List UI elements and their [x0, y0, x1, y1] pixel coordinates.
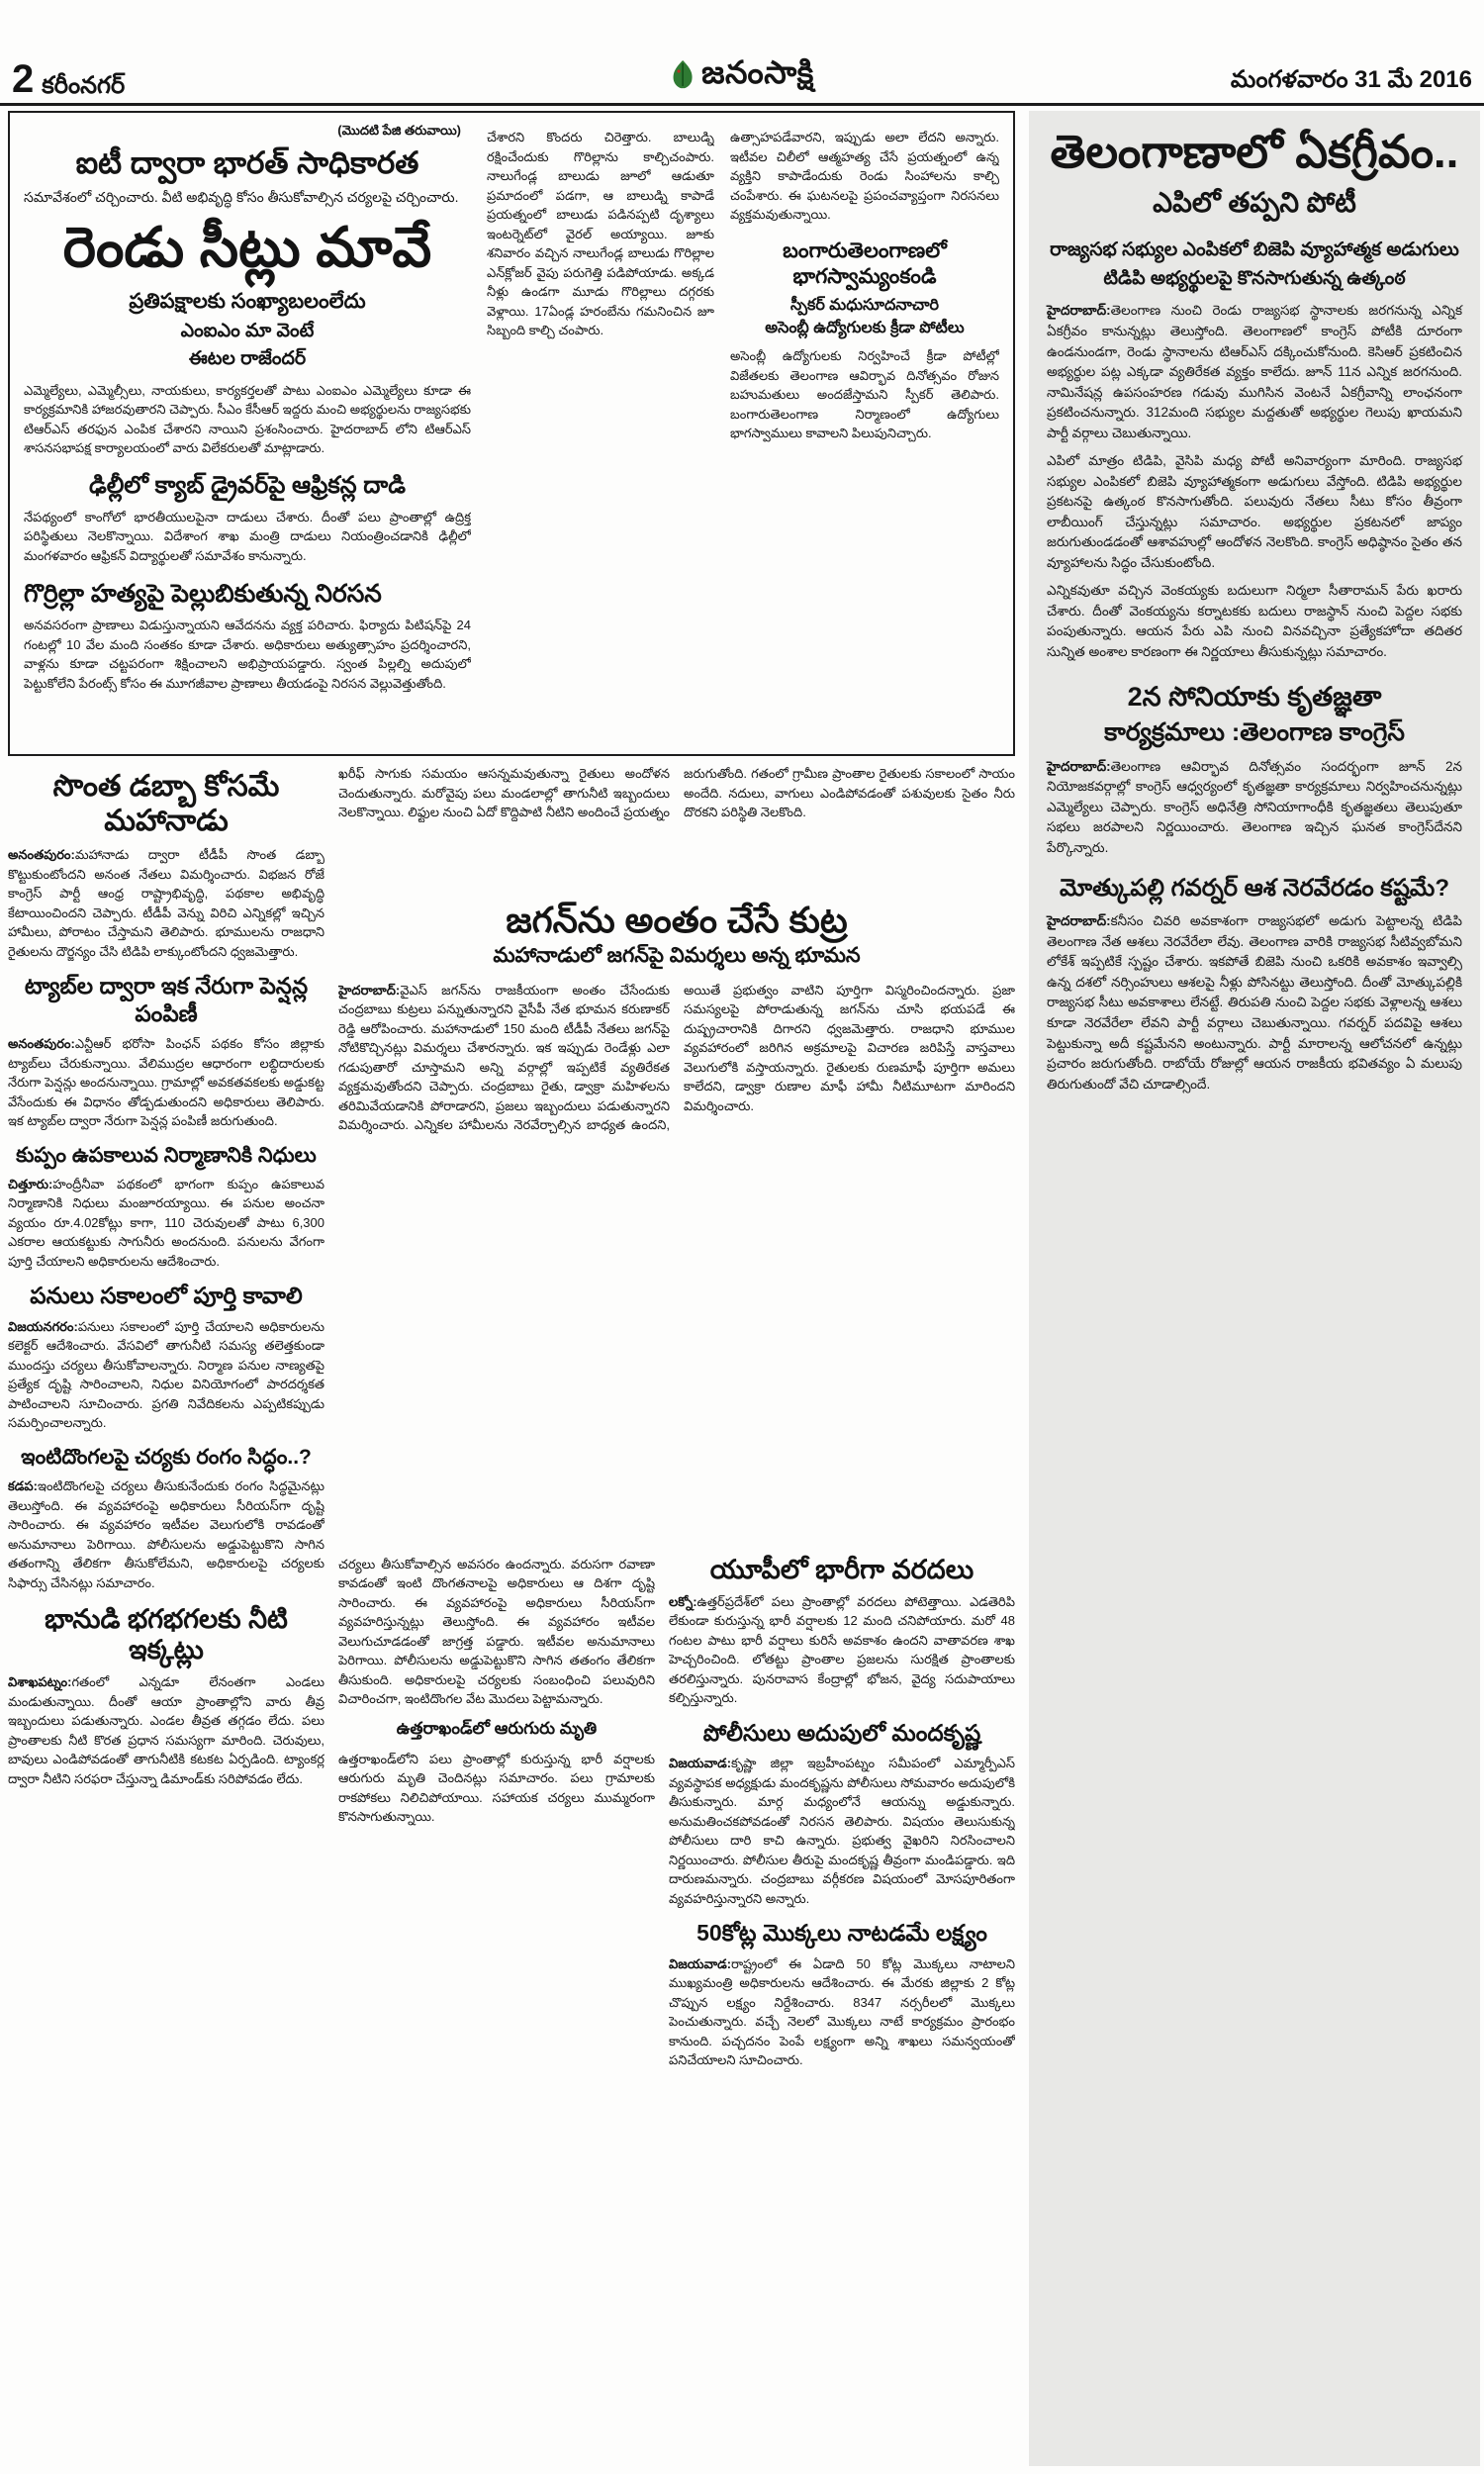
headline-it-empowerment: ఐటీ ద్వారా భారత్ సాధికారత — [75, 145, 419, 180]
crosshead-uttarakhand: ఉత్తరాఖండ్‌లో ఆరుగురు మృతి — [396, 1718, 598, 1738]
box-body-3: అనవసరంగా ప్రాణాలు విడుస్తున్నాయని ఆవేదనను వ్యక్త పరిచారు. ఫిర్యాదు పిటిషన్‌పై 24 గంటల్లో 10 వేల మంది సంతకం కూడా చేశారు. అధికారులు అత్యుత్సాహం ప్రదర్శించారని, వాళ్లను కూడా చట్టపరంగా శిక్షించాలని అభిప్రాయపడ్డారు. స్వంత పిల్లల్ని అదుపులో పెట్టుకోలేని పేరంట్స్ కోసం ఈ మూగజీవాల ప్రాణాలు తీయడంపై నిరసన వెల్లువెత్తుతోంది. — [24, 618, 471, 691]
dateline: హైదరాబాద్: — [338, 982, 401, 998]
headline-sonia-gratitude-line1: 2న సోనియాకు కృతజ్ఞతా — [1127, 682, 1382, 713]
article-body: హంద్రీనీవా పథకంలో భాగంగా కుప్పం ఉపకాలువ నిర్మాణానికి నిధులు మంజూరయ్యాయి. ఈ పనుల అంచనా వ్యయం రూ.4.02కోట్లు కాగా, 110 చెరువులతో పాటు 6,300 ఎకరాల ఆయకట్టుకు సాగునీరు అందనుంది. పనులను వేగంగా పూర్తి చేయాలని అధికారులను ఆదేశించారు. — [8, 1176, 325, 1269]
article-body: వైఎస్ జగన్‌ను రాజకీయంగా అంతం చేసేందుకు చంద్రబాబు కుట్రలు పన్నుతున్నారని వైసీపీ నేత భూమన కరుణాకర్ రెడ్డి ఆరోపించారు. మహానాడులో 150 మంది టీడీపీ నేతలు జగన్‌పై నోటికొచ్చినట్లు విమర్శలు చేశారన్నారు. ఇక ఇప్పుడు రెండేళ్లు ఎలా గడుపుతారో చూస్తామని అన్ని వర్గాల్లో ఇప్పటికే వ్యతిరేకత వ్యక్తమవుతోందని చెప్పారు. చంద్రబాబు రైతు, డ్వాక్రా మహిళలను తరిమివేయడానికి పోరాడారని, ప్రజలు ఇబ్బందులు పడుతున్నారని విమర్శించారు. ఎన్నికల హామీలను నెరవేర్చాల్సిన బాధ్యత ఉందని, అయితే ప్రభుత్వం వాటిని పూర్తిగా విస్మరించిందన్నారు. ప్రజా సమస్యలపై పోరాడుతున్న జగన్‌ను చూసి భయపడే ఈ దుష్ప్రచారానికి దిగారని ధ్వజమెత్తారు. రాజధాని భూముల వ్యవహారంలో జరిగిన అక్రమాలపై విచారణ జరిపిస్తే వాస్తవాలు వెలుగులోకి వస్తాయన్నారు. రైతులకు రుణమాఫీ పూర్తిగా అమలు కాలేదని, డ్వాక్రా రుణాల మాఫీ హామీ నీటిమూటగా మారిందని విమర్శించారు. — [338, 982, 1015, 1133]
headline-jagan-conspiracy: జగన్‌ను అంతం చేసే కుట్ర — [506, 900, 848, 940]
headline-water-troubles: భానుడి భగభగలకు నీటి ఇక్కట్లు — [45, 1604, 288, 1665]
headline-two-seats: రెండు సీట్లు మావే — [62, 215, 432, 278]
article-sonia-gratitude — [1047, 680, 1462, 858]
headline-sonia-gratitude-line2: కార్యక్రమాలు :తెలంగాణ కాంగ్రెస్ — [1104, 718, 1405, 747]
article-manda-krishna — [669, 1720, 1015, 1909]
article-body: ఉత్తర్‌ప్రదేశ్‌లో పలు ప్రాంతాల్లో వరదలు పోటెత్తాయి. ఎడతెరిపి లేకుండా కురుస్తున్న భారీ వర్షాలకు 12 మంది చనిపోయారు. మరో 48 గంటల పాటు భారీ వర్షాలు కురిసే అవకాశం ఉందని వాతావరణ శాఖ హెచ్చరించింది. లోతట్టు ప్రాంతాల ప్రజలను సురక్షిత ప్రాంతాలకు తరలిస్తున్నారు. పునరావాస కేంద్రాల్లో భోజన, వైద్య సదుపాయాలు కల్పిస్తున్నారు. — [669, 1593, 1015, 1706]
zone-bottom-left — [338, 1555, 655, 2466]
article-body: మహానాడు ద్వారా టీడీపీ సొంత డబ్బా కొట్టుకుంటోందని అనంత నేతలు విమర్శించారు. విభజన రోజే కాంగ్రెస్ పార్టీ ఆంధ్ర రాష్ట్రాభివృద్ధి, పథకాల అభివృద్ధి కేటాయించిందని చెప్పారు. టీడీపీ వెన్ను విరిచి ఎన్నికల్లో ఇచ్చిన హామీలు, పోరాటం చేస్తామని తెలిపారు. భూములను రాజధాని రైతులను దౌర్జన్యం చేసి టిడిపి లాక్కుంటోందని ధ్వజమెత్తారు. — [8, 847, 325, 959]
article-jagan-conspiracy — [338, 897, 1015, 1535]
dateline: విజయవాడ: — [669, 1756, 732, 1771]
subhead-bhumana: మహానాడులో జగన్‌పై విమర్శలు అన్న భూమన — [493, 943, 861, 967]
issue-date: మంగళవారం 31 మే 2016 — [1230, 66, 1472, 93]
continuation-paragraph: ఖరీఫ్ సాగుకు సమయం ఆసన్నమవుతున్నా రైతులు అందోళన చెందుతున్నారు. మరోవైపు పలు మండలాల్లో తాగునీటి ఇబ్బందులు నెలకొన్నాయి. లిఫ్టుల నుంచి ఏదో కొద్దిపాటి నీటిని అందించే ప్రయత్నం జరుగుతోంది. గతంలో గ్రామీణ ప్రాంతాల రైతులకు సకాలంలో సాయం అందేది. నదులు, వాగులు ఎండిపోవడంతో పశువులకు సైతం నీరు దొరకని పరిస్థితి నెలకొంది. — [338, 766, 1015, 819]
sidebar-body: ఎపిలో మాత్రం టిడిపి, వైసిపి మధ్య పోటీ అనివార్యంగా మారింది. రాజ్యసభ సభ్యుల ఎంపికలో బిజెపి వ్యూహాత్మకంగా అడుగులు వేస్తోంది. టిడిపి అభ్యర్థుల ప్రకటనపై ఉత్కంఠ కొనసాగుతోంది. పలువురు నేతలు సీటు కోసం తీవ్రంగా లాబీయింగ్ చేస్తున్నట్లు సమాచారం. అభ్యర్థుల ప్రకటనలో జాప్యం జరుగుతుండడంతో ఆశావహుల్లో ఆందోళన నెలకొంది. కాంగ్రెస్ అధిష్ఠానం సైతం తన వ్యూహాలను సిద్ధం చేసుకుంటోంది. — [1047, 453, 1462, 570]
dateline: అనంతపురం: — [8, 1036, 75, 1052]
headline-mahanadu: సొంత డబ్బా కోసమే మహానాడు — [52, 770, 280, 837]
headline-kuppam-canal: కుప్పం ఉపకాలువ నిర్మాణానికి నిధులు — [16, 1143, 317, 1167]
dateline: కడప: — [8, 1478, 38, 1494]
continued-note: (మొదటి పేజి తరువాయి) — [337, 123, 461, 138]
article-body: రాష్ట్రంలో ఈ ఏడాది 50 కోట్ల మొక్కలు నాటాలని ముఖ్యమంత్రి అధికారులను ఆదేశించారు. ఈ మేరకు జిల్లాకు 2 కోట్ల చొప్పున లక్ష్యం నిర్దేశించారు. 8347 నర్సరీలలో మొక్కలు పెంచుతున్నారు. వచ్చే నెలలో మొక్కలు నాటే కార్యక్రమం ప్రారంభం కానుంది. పచ్చదనం పెంపే లక్ష్యంగా అన్ని శాఖలు సమన్వయంతో పనిచేయాలని సూచించారు. — [669, 1955, 1015, 2068]
deck-bjp-strategy: రాజ్యసభ సభ్యుల ఎంపికలో బిజెపి వ్యూహాత్మక అడుగులు — [1050, 238, 1459, 260]
dateline: హైదరాబాద్: — [1047, 303, 1111, 319]
columns-2-3-zone — [338, 764, 1015, 2466]
zone-bottom — [338, 1555, 1015, 2466]
masthead-leaf-icon — [670, 59, 696, 94]
dateline: విజయవాడ: — [669, 1955, 732, 1971]
headline-mothkupalli-governor: మోత్కుపల్లి గవర్నర్ ఆశ నెరవేరడం కష్టమే? — [1060, 875, 1449, 903]
lower-columns — [8, 764, 1015, 2466]
article-body: కృష్ణా జిల్లా ఇబ్రహీంపట్నం సమీపంలో ఎమ్మార్పీఎస్ వ్యవస్థాపక అధ్యక్షుడు మందకృష్ణను పోలీసులు సోమవారం అదుపులోకి తీసుకున్నారు. మార్గ మధ్యంలోనే ఆయన్ను అడ్డుకున్నారు. అనుమతించకపోవడంతో నిరసన తెలిపారు. విషయం తెలుసుకున్న పోలీసులు దారి కాచి ఉన్నారు. ప్రభుత్వ వైఖరిని నిరసించాలని నిర్ణయించారు. పోలీసుల తీరుపై మందకృష్ణ తీవ్రంగా మండిపడ్డారు. ఇది దారుణమన్నారు. చంద్రబాబు వర్గీకరణ విషయంలో మోసపూరితంగా వ్యవహరిస్తున్నారని అన్నారు. — [669, 1756, 1015, 1906]
dateline: విశాఖపట్నం: — [8, 1674, 72, 1690]
sidebar-body: తెలంగాణ నుంచి రెండు రాజ్యసభ స్థానాలకు జరగనున్న ఎన్నిక ఏకగ్రీవం కానున్నట్లు తెలుస్తోంది. తెలంగాణలో కాంగ్రెస్ పోటీకి దూరంగా ఉండనుండగా, రెండు స్థానాలను టిఆర్ఎస్ దక్కించుకోనుంది. కెసిఆర్ ప్రకటించిన అభ్యర్థుల పట్ల ఎక్కడా వ్యతిరేకత వ్యక్తం కాలేదు. జూన్ 11న ఎన్నిక జరగనుంది. నామినేషన్ల ఉపసంహరణ గడువు ముగిసిన వెంటనే ఏకగ్రీవాన్ని లాంఛనంగా ప్రకటించనున్నారు. 312మంది సభ్యుల మద్దతుతో అభ్యర్థుల గెలుపు ఖాయమని పార్టీ వర్గాలు చెబుతున్నాయి. — [1047, 303, 1462, 440]
box-body-2: నేపథ్యంలో కాంగోలో భారతీయులపైనా దాడులు చేశారు. దీంతో పలు ప్రాంతాల్లో ఉద్రిక్త పరిస్థితులు నెలకొన్నాయి. విదేశాంగ శాఖ మంత్రి దాడులు నియంత్రించడానికి ఢిల్లీలో మంగళవారం ఆఫ్రికన్ విద్యార్థులతో సమావేశం కానున్నారు. — [24, 509, 471, 563]
deck-tdp-suspense: టిడిపి అభ్యర్థులపై కొనసాగుతున్న ఉత్కంఠ — [1103, 268, 1406, 290]
article-tab-pensions — [8, 973, 325, 1131]
edition-block — [12, 59, 125, 99]
article-mahanadu — [8, 770, 325, 961]
dateline: హైదరాబాద్: — [1047, 758, 1111, 774]
box-col3-body-top: ఉత్సాహపడేవారని, ఇప్పుడు అలా లేదని అన్నారు. ఇటీవల చిలీలో ఆత్మహత్య చేసే ప్రయత్నంలో ఉన్న వ్యక్తిని కాపాడేందుకు రెండు సింహాలను కాల్చి చంపేశారు. ఈ ఘటనలపై ప్రపంచవ్యాప్తంగా నిరసనలు వ్యక్తమవుతున్నాయి. — [730, 130, 999, 222]
article-body: పనులు సకాలంలో పూర్తి చేయాలని అధికారులను కలెక్టర్ ఆదేశించారు. వేసవిలో తాగునీటి సమస్య తలెత్తకుండా ముందస్తు చర్యలు తీసుకోవాలన్నారు. నిర్మాణ పనుల నాణ్యతపై ప్రత్యేక దృష్టి సారించాలని, నిధుల వినియోగంలో పారదర్శకత పాటించాలని సూచించారు. ప్రగతి నివేదికలను ఎప్పటికప్పుడు సమర్పించాలన్నారు. — [8, 1318, 325, 1431]
headline-saplings-target: 50కోట్ల మొక్కలు నాటడమే లక్ష్యం — [696, 1920, 987, 1947]
box-col2-body: చేశారని కొందరు చిరెత్తారు. బాలుడ్ని రక్షించేందుకు గొరిల్లాను కాల్చిచంపారు. నాలుగేండ్ల బాలుడు జూలో ఆడుతూ ప్రమాదంలో పడగా, ఆ బాలుడ్ని కాపాడే ప్రయత్నంలో బాలుడు పడినప్పటి దృశ్యాలు ఇంటర్నెట్‌లో వైరల్ అయ్యాయి. జూకు శనివారం వచ్చిన నాలుగేండ్ల బాలుడు గొరిల్లాల ఎన్‌క్లోజర్ వైపు పరుగెత్తి పడిపోయాడు. అక్కడ నీళ్లు ఉండగా మూడు గొరిల్లాలు దగ్గరకు వెళ్లాయి. 17ఏండ్ల హరంబేను గమనించిన జూ సిబ్బంది కాల్చి చంపారు. — [487, 130, 714, 337]
left-main-section — [8, 111, 1015, 2466]
headline-telangana-unanimous: తెలంగాణాలో ఏకగ్రీవం.. — [1050, 126, 1459, 177]
deck-speaker: స్పీకర్ మధుసూదనాచారి — [789, 297, 940, 314]
headline-up-floods: యూపీలో భారీగా వరదలు — [709, 1554, 974, 1584]
deck-ap-contest: ఎపిలో తప్పని పోటీ — [1153, 186, 1356, 218]
headline-delhi-cab-attack: ఢిల్లీలో క్యాబ్ డ్రైవర్‌పై ఆఫ్రికన్ల దాడి — [88, 471, 407, 499]
article-body: గతంలో ఎన్నడూ లేనంతగా ఎండలు మండుతున్నాయి. దీంతో ఆయా ప్రాంతాల్లోని వారు తీవ్ర ఇబ్బందులు పడుతున్నారు. ఎండల తీవ్రత తగ్గడం లేదు. పలు ప్రాంతాలకు నీటి కొరత ప్రధాన సమస్యగా మారింది. చెరువులు, బావులు ఎండిపోవడంతో తాగునీటికి కటకట ఏర్పడింది. ట్యాంకర్ల ద్వారా నీటిని సరఫరా చేస్తున్నా డిమాండ్‌కు సరిపోవడం లేదు. — [8, 1674, 325, 1786]
article-water-troubles — [8, 1604, 325, 1788]
sidebar-telangana-unanimous — [1029, 111, 1480, 2466]
headline-house-thieves: ఇంటిదొంగలపై చర్యకు రంగం సిద్ధం..? — [21, 1445, 312, 1469]
article-house-thieves — [8, 1445, 325, 1592]
article-up-floods — [669, 1555, 1015, 1708]
headline-gorilla-protest: గొర్రిల్లా హత్యపై పెల్లుబికుతున్న నిరసన — [24, 580, 382, 609]
headline-works-ontime: పనులు సకాలంలో పూర్తి కావాలి — [30, 1283, 303, 1309]
continuation-intro — [338, 764, 1015, 891]
continuation-paragraph: ఉత్తరాఖండ్‌లోని పలు ప్రాంతాల్లో కురుస్తున్న భారీ వర్షాలకు ఆరుగురు మృతి చెందినట్లు సమాచారం. పలు గ్రామాలకు రాకపోకలు నిలిచిపోయాయి. సహాయక చర్యలు ముమ్మరంగా కొనసాగుతున్నాయి. — [338, 1751, 655, 1825]
masthead-title: జనంసాక్షి — [701, 54, 814, 90]
dateline: అనంతపురం: — [8, 847, 75, 862]
box-col3-body-bottom: అసెంబ్లీ ఉద్యోగులకు నిర్వహించే క్రీడా పోటీల్లో విజేతలకు తెలంగాణ ఆవిర్భావ దినోత్సవం రోజున బహుమతులు అందజేస్తామని స్పీకర్ తెలిపారు. బంగారుతెలంగాణ నిర్మాణంలో ఉద్యోగులు భాగస్వాములు కావాలని పిలుపునిచ్చారు. — [730, 348, 999, 441]
page-header — [12, 51, 1472, 99]
sidebar-body: ఎన్నికవుతూ వచ్చిన వెంకయ్యకు బదులుగా నిర్మలా సీతారామన్ పేరు ఖరారు చేశారు. దీంతో వెంకయ్యను కర్నాటకకు బదులు రాజస్థాన్ నుంచి పెద్దల సభకు పంపుతున్నారు. ఆయన పేరు ఎపి నుంచి వినవచ్చినా ప్రత్యేకహోదా తదితర సున్నిత అంశాల కారణంగా ఈ నిర్ణయాలు తీసుకున్నట్లు సమాచారం. — [1047, 583, 1462, 659]
continuation-paragraph: చర్యలు తీసుకోవాల్సిన అవసరం ఉందన్నారు. వరుసగా రవాణా కావడంతో ఇంటి దొంగతనాలపై అధికారులు ఆ దిశగా దృష్టి సారించారు. ఈ వ్యవహారంపై అధికారులు సీరియస్‌గా వ్యవహరిస్తున్నట్లు తెలుస్తోంది. ఈ వ్యవహారం ఇటీవల వెలుగుచూడడంతో జాగ్రత్త పడ్డారు. ఇటీవల అనుమానాలు పెరిగాయి. పోలీసులను అడ్డుపెట్టుకొని సాగిన తతంగం తేలికగా తీసుకుంది. అధికారులపై చర్యలకు సంబంధించి పలువురిని విచారించగా, ఇంటిదొంగల వేట మొదలు పెట్టామన్నారు. — [338, 1556, 655, 1707]
deck-opposition: ప్రతిపక్షాలకు సంఖ్యాబలంలేదు — [129, 290, 366, 314]
content-area — [8, 111, 1480, 2466]
deck-mim: ఎంఐఎం మా వెంటే — [180, 320, 315, 341]
article-kuppam-canal — [8, 1143, 325, 1272]
article-mothkupalli-governor — [1047, 874, 1462, 1094]
article-body: ఇంటిదొంగలపై చర్యలు తీసుకునేందుకు రంగం సిద్ధమైనట్లు తెలుస్తోంది. ఈ వ్యవహారంపై అధికారులు సీరియస్‌గా దృష్టి సారించారు. ఈ వ్యవహారం ఇటీవల వెలుగులోకి రావడంతో అనుమానాలు పెరిగాయి. పోలీసులను అడ్డుపెట్టుకొని సాగిన తతంగాన్ని తేలికగా తీసుకోలేమని, అధికారులపై చర్యలకు సిఫార్సు చేసినట్లు సమాచారం. — [8, 1478, 325, 1590]
header-rule — [0, 103, 1484, 106]
deck-etela: ఈటల రాజేందర్ — [188, 348, 307, 370]
article-body: కనీసం చివరి అవకాశంగా రాజ్యసభలో అడుగు పెట్టాలన్న టిడిపి తెలంగాణ నేత ఆశలు నెరవేరేలా లేవు. తెలంగాణ వారికి రాజ్యసభ సీటివ్వబోమని లోకేశ్ ఇప్పటికే స్పష్టం చేశారు. ఇకపోతే బిజెపి నుంచి ఒకరికి అవకాశం ఇవ్వాల్సి ఉన్న దశలో నర్సింహులు ఆశలపై నీళ్లు పోసినట్టు తెలుస్తోంది. దీంతో మోత్కుపల్లికి రాజ్యసభ సీటు అవకాశాలు లేనట్టే. తిరుపతి నుంచి పెద్దల సభకు వెళ్లాలన్న ఆశలు కూడా నెరవేరేలా లేవని పార్టీ వర్గాలు చెబుతున్నాయి. గవర్నర్ పదవిపై ఆశలు పెట్టుకున్నా అదీ కష్టమేనని అంటున్నారు. పార్టీ మారాలన్న ఆలోచనలో ఉన్నట్లు ప్రచారం జరుగుతోంది. రాబోయే రోజుల్లో ఆయన రాజకీయ భవితవ్యం ఏ మలుపు తిరుగుతుందో వేచి చూడాల్సిందే. — [1047, 913, 1462, 1092]
headline-tab-pensions: ట్యాబ్‌ల ద్వారా ఇక నేరుగా పెన్షన్ల పంపిణీ — [24, 973, 309, 1026]
dateline: విజయనగరం: — [8, 1318, 78, 1334]
lead-line: సమావేశంలో చర్చించారు. వీటి అభివృద్ధి కోసం తీసుకోవాల్సిన చర్యలపై చర్చించారు. — [24, 188, 459, 205]
edition-name: కరీంనగర్ — [42, 71, 126, 99]
dateline: లక్నో: — [669, 1593, 697, 1609]
article-saplings-target — [669, 1920, 1015, 2070]
box-body-1: ఎమ్మెల్యేలు, ఎమ్మెల్సీలు, నాయకులు, కార్యకర్తలతో పాటు ఎంఐఎం ఎమ్మెల్యేలు కూడా ఈ కార్యక్రమానికి హాజరవుతారని చెప్పారు. సీఎం కేసీఆర్ ఇద్దరు మంచి అభ్యర్థులను రాజ్యసభకు టిఆర్ఎస్ తరఫున ఎంపిక చేశారని నాయిని ప్రశంసించారు. హైదరాబాద్ లోని టిఆర్ఎస్ శాసనసభాపక్ష కార్యాలయంలో వారు విలేకరులతో మాట్లాడారు. — [24, 382, 471, 456]
box-column-2 — [487, 121, 714, 746]
headline-manda-krishna: పోలీసులు అదుపులో మందకృష్ణ — [702, 1719, 981, 1746]
dateline: చిత్తూరు: — [8, 1176, 53, 1191]
deck-assembly-sports: అసెంబ్లీ ఉద్యోగులకు క్రీడా పోటీలు — [765, 320, 965, 337]
masthead — [670, 54, 814, 99]
article-body: ఎన్టీఆర్ భరోసా పింఛన్ పథకం కోసం జిల్లాకు ట్యాబ్‌లు చేరుకున్నాయి. వేలిముద్రల ఆధారంగా లబ్ధిదారులకు నేరుగా పెన్షన్లు అందనున్నాయి. గ్రామాల్లో అవకతవకలకు అడ్డుకట్ట వేసేందుకు ఈ విధానం తోడ్పడుతుందని అధికారులు తెలిపారు. ఇక ట్యాబ్‌ల ద్వారా నేరుగా పెన్షన్ల పంపిణీ జరుగుతుంది. — [8, 1036, 325, 1129]
article-works-ontime — [8, 1283, 325, 1433]
headline-bangaru-telangana: బంగారుతెలంగాణలో భాగస్వామ్యంకండి — [783, 238, 947, 288]
zone-bottom-right — [669, 1555, 1015, 2466]
jagan-article-body — [338, 981, 1015, 1535]
top-box-article-group — [8, 111, 1015, 756]
box-column-3 — [730, 121, 999, 746]
box-column-1 — [24, 121, 471, 746]
dateline: హైదరాబాద్: — [1047, 913, 1111, 929]
column-1 — [8, 764, 325, 2466]
article-body: తెలంగాణ ఆవిర్భావ దినోత్సవం సందర్భంగా జూన్ 2న నియోజకవర్గాల్లో కాంగ్రెస్ ఆధ్వర్యంలో కృతజ్ఞతా కార్యక్రమాలు నిర్వహించనున్నట్లు ఎమ్మెల్యేలు చెప్పారు. కాంగ్రెస్ అధినేత్రి సోనియాగాంధీకి కృతజ్ఞతలు తెలుపుతూ సభలు జరపాలని నిర్ణయించారు. తెలంగాణ ఇచ్చిన ఘనత కాంగ్రెస్‌దేనని పేర్కొన్నారు. — [1047, 758, 1462, 855]
page-number: 2 — [12, 57, 35, 101]
